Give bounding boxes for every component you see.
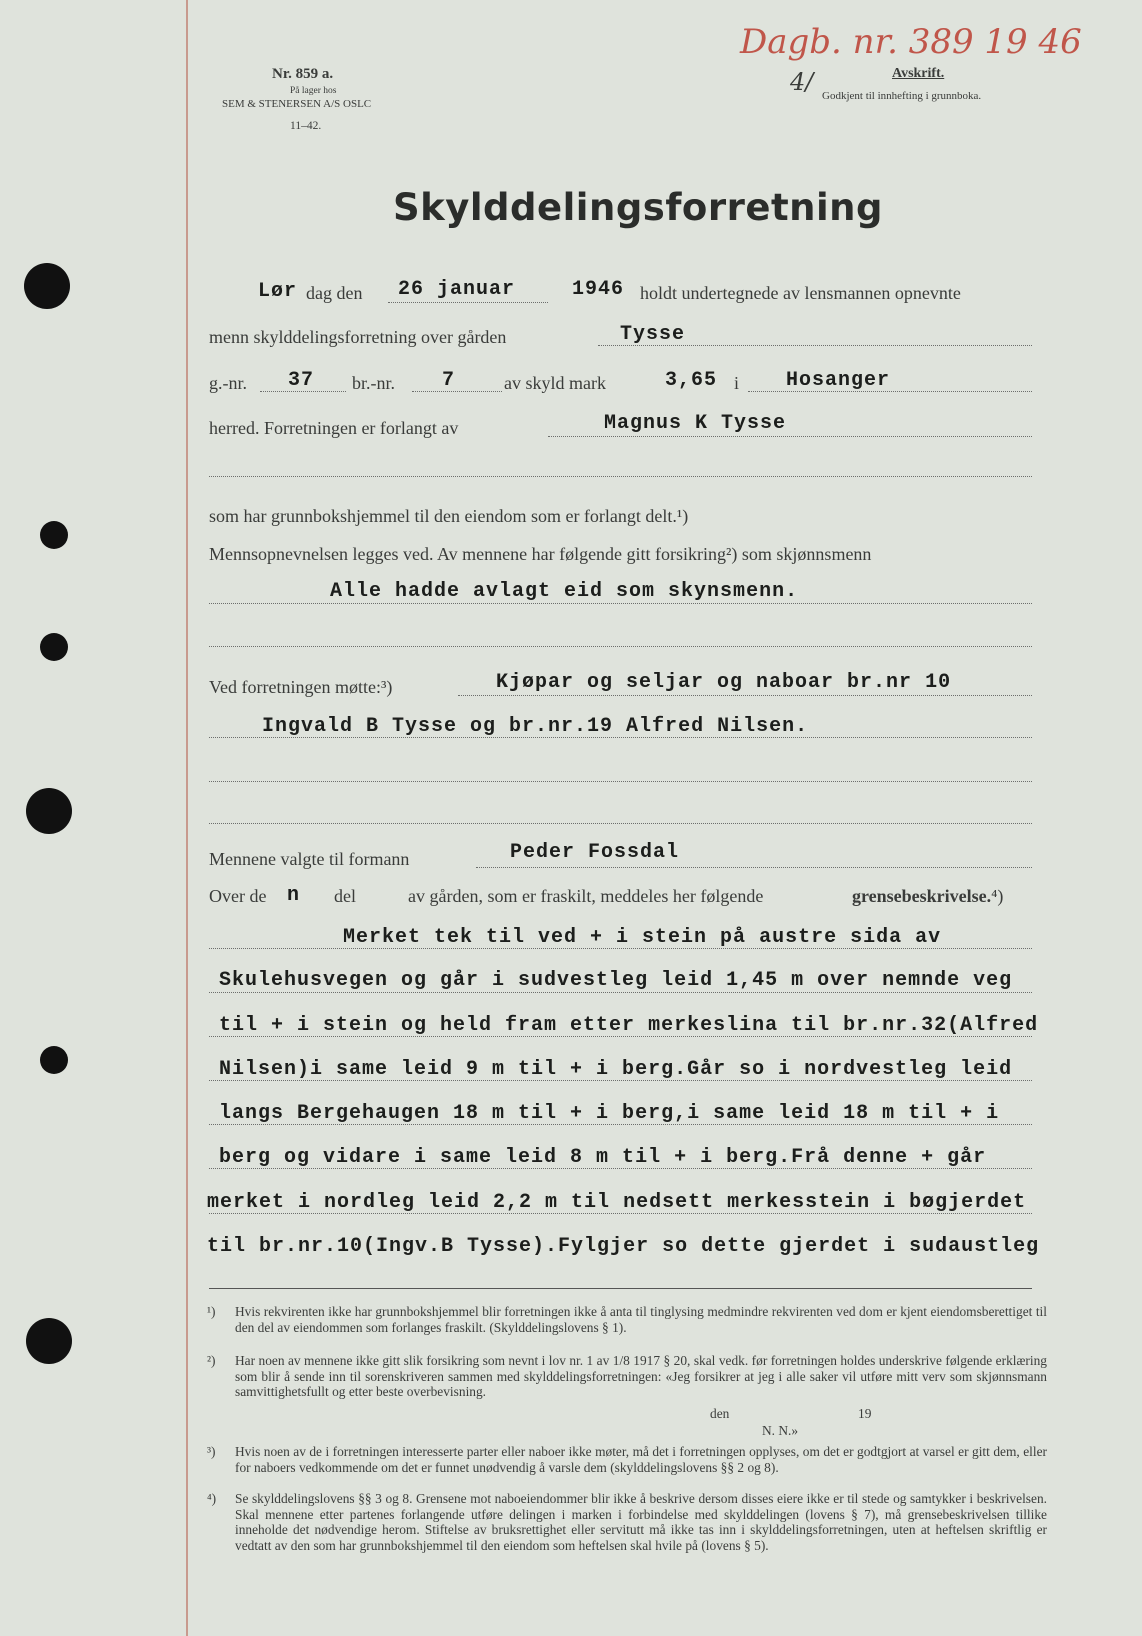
- row1-suffix: holdt undertegnede av lensmannen opnevnte: [640, 283, 961, 303]
- gnr-value: 37: [288, 369, 315, 392]
- herred-value: Hosanger: [786, 369, 891, 392]
- weekday-prefix: Lør: [258, 280, 298, 303]
- footnote-rule: [209, 1288, 1032, 1289]
- footnote-2-den: den: [710, 1406, 730, 1421]
- label-brnr: br.-nr.: [352, 373, 395, 393]
- punch-hole: [40, 1046, 68, 1074]
- description-line: Nilsen)i same leid 9 m til + i berg.Går so i nordvestleg leid: [219, 1058, 1013, 1081]
- footnote-2-signature: N. N.»: [762, 1423, 799, 1438]
- footnote-3: ³) Hvis noen av de i forretningen interesserte parter eller naboer ikke møter, må det i forretningen opplyses, om det er godtgjort at varsel er gitt dem, eller for naboers vedkommende om det er funnet unødvendig å varsle dem (skylddelingslovens §§ 2 og 8).: [207, 1444, 1047, 1475]
- printer-line1: På lager hos: [290, 86, 337, 96]
- attendees-line2: Ingvald B Tysse og br.nr.19 Alfred Nilsen.: [262, 715, 809, 738]
- requester-name: Magnus K Tysse: [604, 412, 787, 435]
- description-line: merket i nordleg leid 2,2 m til nedsett merkesstein i bøgjerdet: [207, 1191, 1027, 1214]
- footnote-2: ²) Har noen av mennene ikke gitt slik forsikring som nevnt i lov nr. 1 av 1/8 1917 § 20, skal vedk. før forretningen holdes underskrive følgende erklæring som blir å sende inn til sorenskriveren sammen med skylddelingsforretningen: «Jeg forsikrer at jeg i alle saker vil utføre mitt verv som skjønnsmann samvittighetsfullt og etter beste overbevisning.: [207, 1353, 1047, 1399]
- label-gard-fraskilt: av gården, som er fraskilt, meddeles her følgende: [408, 886, 764, 906]
- brnr-value: 7: [442, 369, 456, 392]
- copy-label: Avskrift.: [892, 66, 945, 81]
- label-dag-den: dag den: [306, 283, 363, 303]
- description-line: Merket tek til ved + i stein på austre sida av: [343, 926, 942, 949]
- punch-hole: [26, 1318, 72, 1364]
- attendees-line1: Kjøpar og seljar og naboar br.nr 10: [496, 671, 952, 694]
- form-number: Nr. 859 a.: [272, 66, 334, 82]
- grense-sup: ⁴): [991, 886, 1004, 906]
- label-over-de: Over de: [209, 886, 267, 906]
- footnote-1: ¹) Hvis rekvirenten ikke har grunnbokshjemmel blir forretningen ikke å anta til tinglysing medmindre rekvirenten ved dom er kjent eiendomsberettiget til den del av eiendommen som forlanges fraskilt. (Skylddelingslovens § 1).: [207, 1304, 1047, 1335]
- label-forlangt: herred. Forretningen er forlangt av: [209, 418, 459, 438]
- label-gard: menn skylddelingsforretning over gården: [209, 327, 507, 347]
- punch-hole: [40, 633, 68, 661]
- journal-stamp: Dagb. nr. 389 19 46: [740, 22, 1082, 62]
- description-line: Skulehusvegen og går i sudvestleg leid 1,45 m over nemnde veg: [219, 969, 1013, 992]
- description-line: langs Bergehaugen 18 m til + i berg,i same leid 18 m til + i: [219, 1102, 1000, 1125]
- year-value: 1946: [572, 278, 625, 301]
- footnote-2-year: 19: [858, 1406, 872, 1421]
- oath-text: Alle hadde avlagt eid som skynsmenn.: [330, 580, 799, 603]
- label-formann: Mennene valgte til formann: [209, 849, 410, 869]
- printer-line2: SEM & STENERSEN A/S OSLC: [222, 98, 372, 110]
- label-motte: Ved forretningen møtte:³): [209, 677, 393, 697]
- typed-n: n: [287, 884, 301, 907]
- punch-hole: [40, 521, 68, 549]
- initials: 4/: [790, 68, 814, 96]
- punch-hole: [26, 788, 72, 834]
- label-gnr: g.-nr.: [209, 373, 247, 393]
- grense-bold: grensebeskrivelse.: [852, 886, 992, 906]
- row6-text: som har grunnbokshjemmel til den eiendom som er forlangt delt.¹): [209, 506, 689, 526]
- document-title: Skylddelingsforretning: [393, 186, 883, 229]
- label-skyld: av skyld mark: [504, 373, 606, 393]
- label-i: i: [734, 373, 740, 393]
- description-line: til + i stein og held fram etter merkeslina til br.nr.32(Alfred: [219, 1014, 1039, 1037]
- skyld-value: 3,65: [665, 369, 718, 392]
- label-grensebeskrivelse: [852, 886, 1003, 907]
- margin-line: [186, 0, 188, 1636]
- approval-line: Godkjent til innhefting i grunnboka.: [822, 90, 982, 102]
- row7-text: Mennsopnevnelsen legges ved. Av mennene har følgende gitt forsikring²) som skjønnsmenn: [209, 544, 872, 564]
- farm-name: Tysse: [620, 323, 686, 346]
- print-date: 11–42.: [290, 120, 322, 132]
- label-del: del: [334, 886, 356, 906]
- chairman-name: Peder Fossdal: [510, 841, 680, 864]
- punch-hole: [24, 263, 70, 309]
- description-line: til br.nr.10(Ingv.B Tysse).Fylgjer so dette gjerdet i sudaustleg: [207, 1235, 1040, 1258]
- description-line: berg og vidare i same leid 8 m til + i berg.Frå denne + går: [219, 1146, 987, 1169]
- footnote-4: ⁴) Se skylddelingslovens §§ 3 og 8. Grensene mot naboeiendommer blir ikke å beskrive dersom disses eiere ikke er til stede og samtykker i beskrivelsen. Skal mennene etter partenes forlangende utføre delingen i marken i forbindelse med skylddelingen (lovens § 7), må grensebeskrivelsen tillike inneholde det nødvendige herom. Stiftelse av bruksrettighet eller servitutt må ikke tas inn i skylddelingsforretningen, uten at heftelsen skriftlig er vedtatt av den som har grunnbokshjemmel til den eiendom som heftelsen skal hvile på (lovens § 5).: [207, 1491, 1047, 1553]
- date-value: 26 januar: [398, 278, 516, 301]
